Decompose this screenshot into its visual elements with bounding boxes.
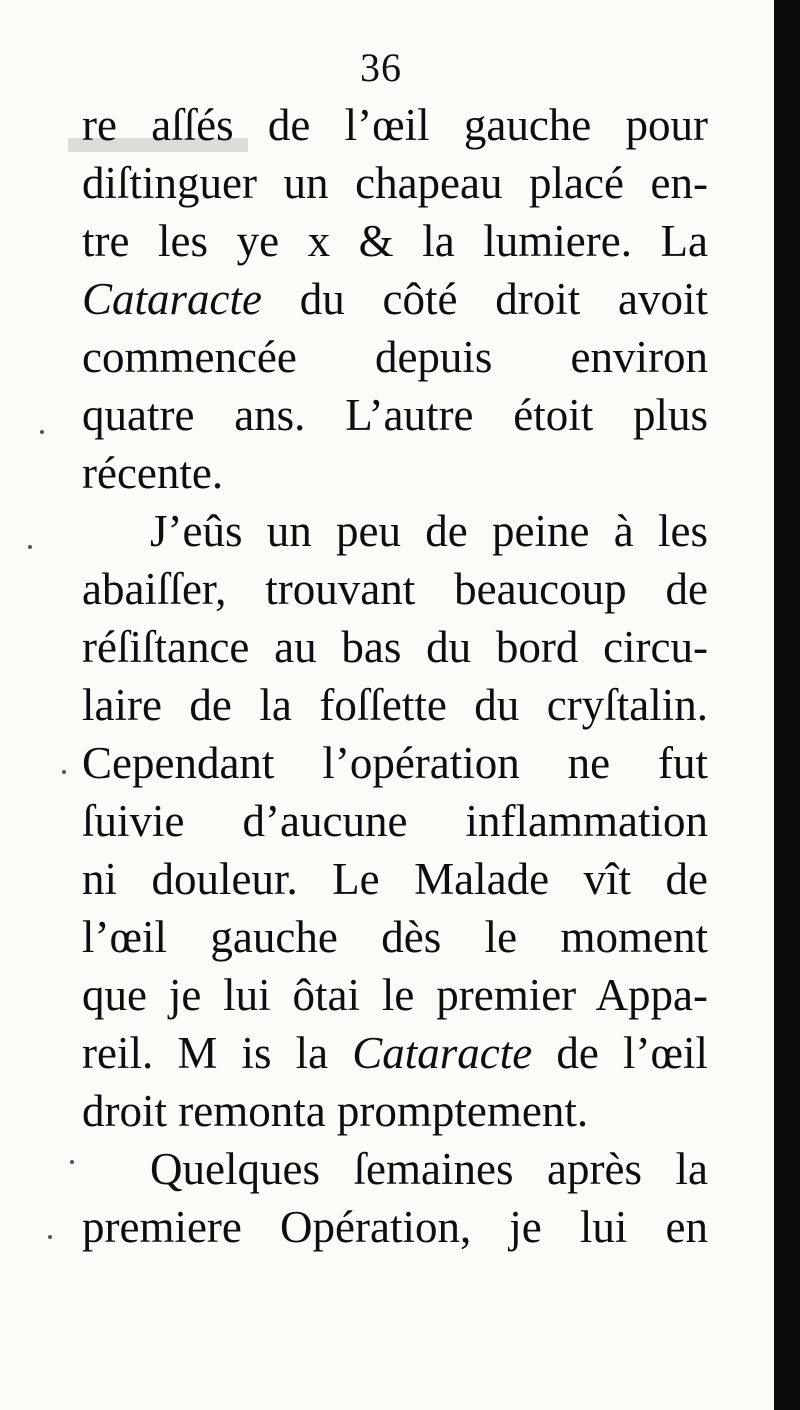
text-line	[82, 908, 708, 966]
text-line	[82, 560, 708, 618]
paper-speck	[48, 1235, 52, 1239]
text-line	[82, 444, 708, 502]
text-segment: re aſſés de l’œil gauche pour	[82, 100, 708, 150]
text-segment: Quelques ſemaines après la	[150, 1144, 708, 1194]
text-line	[82, 328, 708, 386]
text-segment: l’œil gauche dès le moment	[82, 912, 708, 962]
text-segment: reil. M is la	[82, 1028, 353, 1078]
text-segment: ni douleur. Le Malade vît de	[82, 854, 708, 904]
text-segment: de l’œil	[532, 1028, 708, 1078]
text-line	[82, 386, 708, 444]
paper-speck	[28, 545, 32, 549]
text-segment: diſtinguer un chapeau placé en-	[82, 158, 708, 208]
italic-segment: Cataracte	[82, 274, 262, 324]
text-segment: récente.	[82, 448, 224, 498]
text-segment: abaiſſer, trouvant beaucoup de	[82, 564, 708, 614]
text-segment: ſuivie d’aucune inflammation	[82, 796, 708, 846]
text-segment: quatre ans. L’autre étoit plus	[82, 390, 708, 440]
text-segment: réſiſtance au bas du bord circu-	[82, 622, 708, 672]
text-line	[82, 96, 708, 154]
text-line	[82, 676, 708, 734]
paper-speck	[62, 770, 66, 774]
text-line	[82, 1082, 708, 1140]
text-segment: J’eûs un peu de peine à les	[150, 506, 708, 556]
text-line	[82, 154, 708, 212]
text-line	[82, 966, 708, 1024]
text-segment: laire de la foſſette du cryſtalin.	[82, 680, 708, 730]
italic-segment: Cataracte	[352, 1028, 533, 1078]
text-line	[82, 792, 708, 850]
body-text	[82, 96, 708, 1256]
text-line	[82, 1140, 708, 1198]
text-line	[82, 734, 708, 792]
text-segment: Cependant l’opération ne fut	[82, 738, 708, 788]
text-line	[82, 1024, 708, 1082]
text-line	[82, 502, 708, 560]
page-edge-shadow	[774, 0, 800, 1410]
text-segment: droit remonta promptement.	[82, 1086, 589, 1136]
text-line	[82, 270, 708, 328]
text-line	[82, 618, 708, 676]
text-line	[82, 212, 708, 270]
paper-speck	[40, 430, 44, 434]
text-segment: que je lui ôtai le premier Appa-	[82, 970, 708, 1020]
page-number: 36	[360, 45, 402, 90]
paper-speck	[70, 1160, 74, 1164]
text-segment: commencée depuis environ	[82, 332, 708, 382]
text-line	[82, 850, 708, 908]
text-segment: premiere Opération, je lui en	[82, 1202, 708, 1252]
text-segment: du côté droit avoit	[261, 274, 708, 324]
text-segment: tre les ye x & la lumiere. La	[82, 216, 708, 266]
text-line	[82, 1198, 708, 1256]
